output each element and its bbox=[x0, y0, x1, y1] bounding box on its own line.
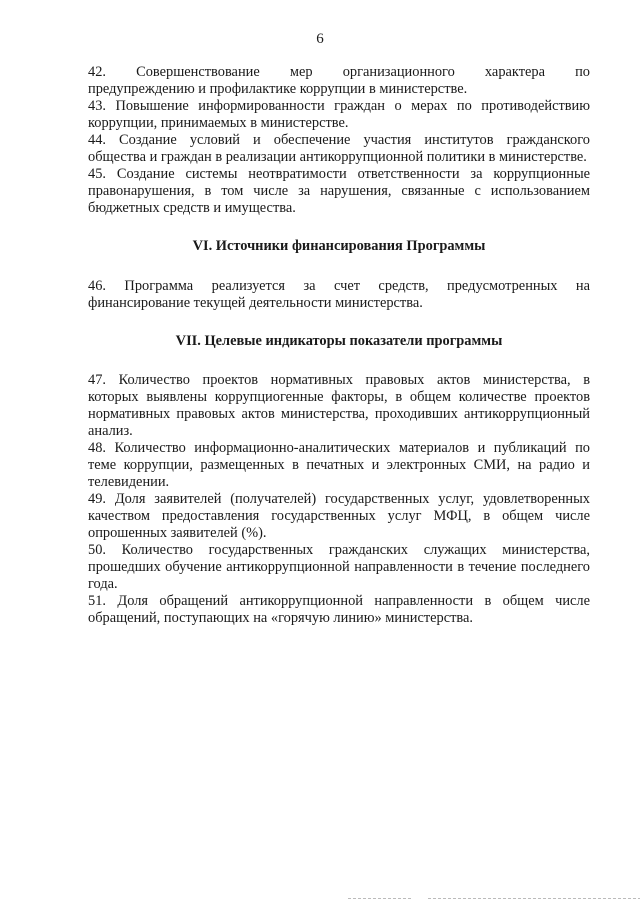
scan-edge-mark bbox=[348, 898, 412, 899]
paragraph-46 bbox=[88, 278, 590, 312]
paragraph-line: 51. Доля обращений антикоррупционной направленности в общем числе bbox=[88, 593, 590, 609]
document-body bbox=[88, 62, 590, 627]
paragraph-line: бюджетных средств и имущества. bbox=[88, 200, 296, 216]
paragraph-line: которых выявлены коррупциогенные факторы, в общем количестве проектов bbox=[88, 389, 590, 405]
paragraph-line: финансирование текущей деятельности министерства. bbox=[88, 295, 423, 311]
paragraph-line: обращений, поступающих на «горячую линию» министерства. bbox=[88, 610, 473, 626]
paragraph-line: 49. Доля заявителей (получателей) государственных услуг, удовлетворенных bbox=[88, 491, 590, 507]
paragraph-line: анализ. bbox=[88, 423, 133, 439]
paragraph-line: 44. Создание условий и обеспечение участия институтов гражданского bbox=[88, 132, 590, 148]
paragraph-line: опрошенных заявителей (%). bbox=[88, 525, 267, 541]
paragraph-line: 50. Количество государственных гражданских служащих министерства, bbox=[88, 542, 590, 558]
page-number: 6 bbox=[316, 31, 324, 47]
paragraph-44 bbox=[88, 132, 590, 166]
paragraph-line: теме коррупции, размещенных в печатных и электронных СМИ, на радио и bbox=[88, 457, 590, 473]
paragraph-line: правонарушения, в том числе за нарушения, связанные с использованием bbox=[88, 183, 590, 199]
paragraph-line: 47. Количество проектов нормативных правовых актов министерства, в bbox=[88, 372, 590, 388]
paragraph-line: 46. Программа реализуется за счет средств, предусмотренных на bbox=[88, 278, 590, 294]
paragraph-line: года. bbox=[88, 576, 118, 592]
paragraph-line: коррупции, принимаемых в министерстве. bbox=[88, 115, 349, 131]
paragraph-45 bbox=[88, 166, 590, 217]
paragraph-line: телевидении. bbox=[88, 474, 170, 490]
paragraph-48 bbox=[88, 440, 590, 491]
paragraph-line: нормативных правовых актов министерства, проходивших антикоррупционный bbox=[88, 406, 590, 422]
paragraph-51 bbox=[88, 593, 590, 627]
paragraph-47 bbox=[88, 372, 590, 440]
scan-edge-mark bbox=[428, 898, 640, 899]
paragraph-line: 48. Количество информационно-аналитических материалов и публикаций по bbox=[88, 440, 590, 456]
paragraph-line: качеством предоставления государственных услуг МФЦ, в общем числе bbox=[88, 508, 590, 524]
paragraph-line: прошедших обучение антикоррупционной направленности в течение последнего bbox=[88, 559, 590, 575]
paragraph-line: 42. Совершенствование мер организационного характера по bbox=[88, 64, 590, 80]
paragraph-49 bbox=[88, 491, 590, 542]
paragraph-line: общества и граждан в реализации антикоррупционной политики в министерстве. bbox=[88, 149, 587, 165]
paragraph-42 bbox=[88, 64, 590, 98]
section-heading: VI. Источники финансирования Программы bbox=[192, 238, 486, 254]
paragraph-line: предупреждению и профилактике коррупции в министерстве. bbox=[88, 81, 468, 97]
paragraph-50 bbox=[88, 542, 590, 593]
section-heading: VII. Целевые индикаторы показатели программы bbox=[175, 333, 503, 349]
paragraph-43 bbox=[88, 98, 590, 132]
paragraph-line: 43. Повышение информированности граждан о мерах по противодействию bbox=[88, 98, 590, 114]
paragraph-line: 45. Создание системы неотвратимости ответственности за коррупционные bbox=[88, 166, 590, 182]
